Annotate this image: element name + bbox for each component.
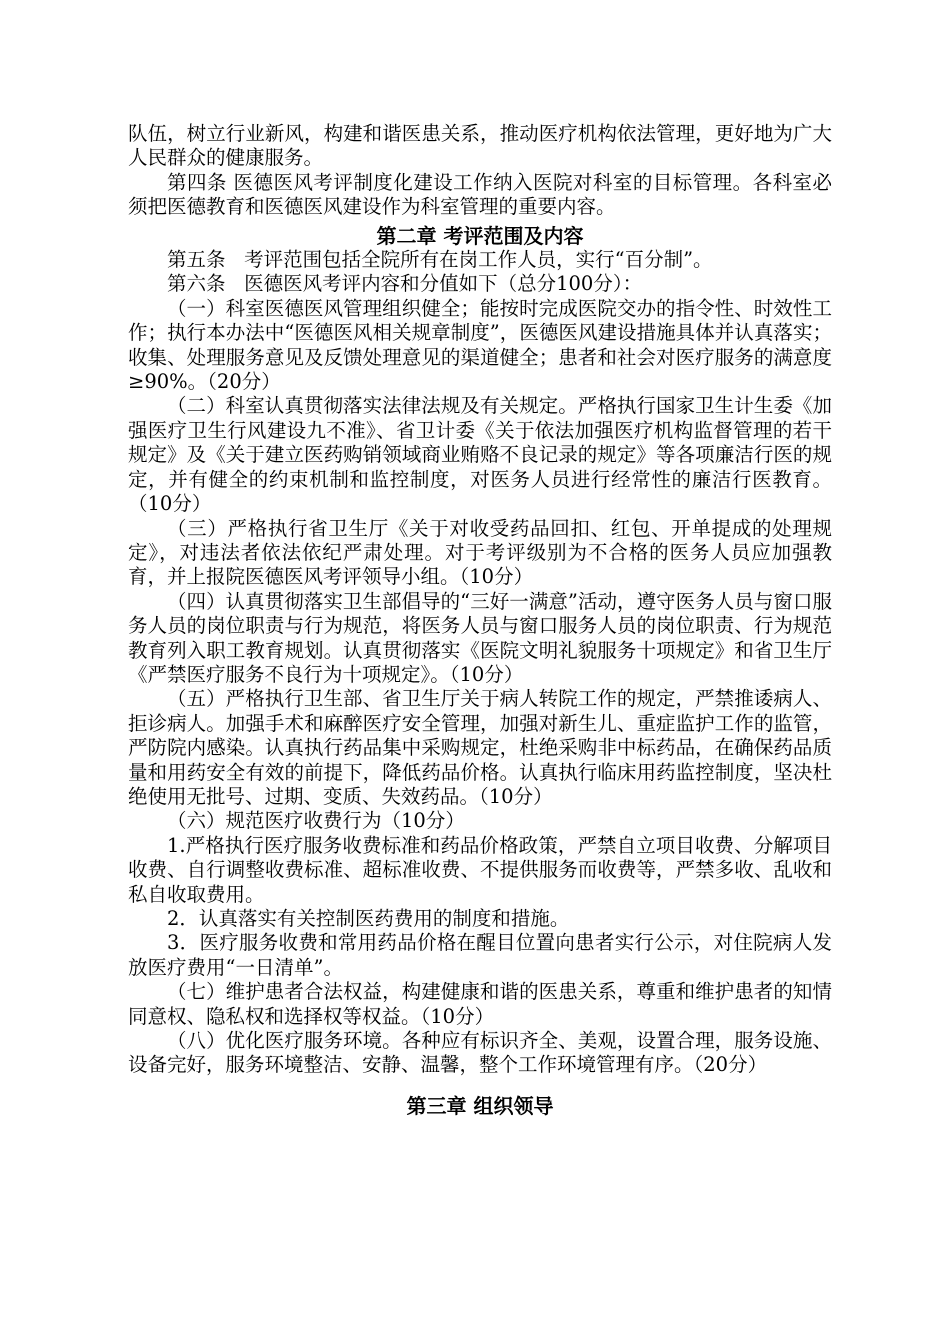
- item-4: （四）认真贯彻落实卫生部倡导的“三好一满意”活动，遵守医务人员与窗口服务人员的岗位职责与行为规范，将医务人员与窗口服务人员的岗位职责、行为规范教育列入职工教育规划。认真贯彻落实《医院文明礼貌服务十项规定》和省卫生厅《严禁医疗服务不良行为十项规定》。（10分）: [128, 589, 832, 686]
- item-6: （六）规范医疗收费行为（10分）: [167, 809, 465, 833]
- item-1: （一）科室医德医风管理组织健全；能按时完成医院交办的指令性、时效性工作；执行本办法中“医德医风相关规章制度”，医德医风建设措施具体并认真落实；收集、处理服务意见及反馈处理意见的渠道健全；患者和社会对医疗服务的满意度≥90%。（20分）: [128, 296, 832, 394]
- article-4: 第四条 医德医风考评制度化建设工作纳入医院对科室的目标管理。各科室必须把医德教育和医德医风建设作为科室管理的重要内容。: [128, 170, 832, 219]
- item-8: （八）优化医疗服务环境。各种应有标识齐全、美观，设置合理，服务设施、设备完好，服务环境整洁、安静、温馨，整个工作环境管理有序。（20分）: [128, 1029, 832, 1077]
- item-3: （三）严格执行省卫生厅《关于对收受药品回扣、红包、开单提成的处理规定》，对违法者依法依纪严肃处理。对于考评级别为不合格的医务人员应加强教育，并上报院医德医风考评领导小组。（10分）: [128, 516, 832, 589]
- item-6-sub-3: 3．医疗服务收费和常用药品价格在醒目位置向患者实行公示，对住院病人发放医疗费用“一日清单”。: [128, 931, 832, 979]
- item-2: （二）科室认真贯彻落实法律法规及有关规定。严格执行国家卫生计生委《加强医疗卫生行风建设九不准》、省卫计委《关于依法加强医疗机构监督管理的若干规定》及《关于建立医药购销领域商业贿赂不良记录的规定》等各项廉洁行医的规定，并有健全的约束机制和监控制度，对医务人员进行经常性的廉洁行医教育。（10分）: [128, 394, 832, 516]
- chapter-2-title: 第二章 考评范围及内容: [376, 223, 584, 248]
- item-7: （七）维护患者合法权益，构建健康和谐的医患关系，尊重和维护患者的知情同意权、隐私权和选择权等权益。（10分）: [128, 980, 832, 1028]
- item-6-sub-2: 2．认真落实有关控制医药费用的制度和措施。: [167, 907, 570, 930]
- item-5: （五）严格执行卫生部、省卫生厅关于病人转院工作的规定，严禁推诿病人、拒诊病人。加强手术和麻醉医疗安全管理，加强对新生儿、重症监护工作的监管，严防院内感染。认真执行药品集中采购规定，杜绝采购非中标药品，在确保药品质量和用药安全有效的前提下，降低药品价格。认真执行临床用药监控制度，坚决杜绝使用无批号、过期、变质、失效药品。（10分）: [128, 687, 832, 808]
- item-6-sub-1: 1.严格执行医疗服务收费标准和药品价格政策，严禁自立项目收费、分解项目收费、自行调整收费标准、超标准收费、不提供服务而收费等，严禁多收、乱收和私自收取费用。: [128, 833, 832, 906]
- article-5: 第五条 考评范围包括全院所有在岗工作人员，实行“百分制”。: [167, 248, 713, 272]
- document-page: [128, 122, 832, 1118]
- chapter-3-title: 第三章 组织领导: [406, 1093, 554, 1118]
- paragraph-continuation: 队伍，树立行业新风，构建和谐医患关系，推动医疗机构依法管理，更好地为广大人民群众的健康服务。: [128, 122, 832, 170]
- article-6: 第六条 医德医风考评内容和分值如下（总分100分）：: [167, 272, 643, 296]
